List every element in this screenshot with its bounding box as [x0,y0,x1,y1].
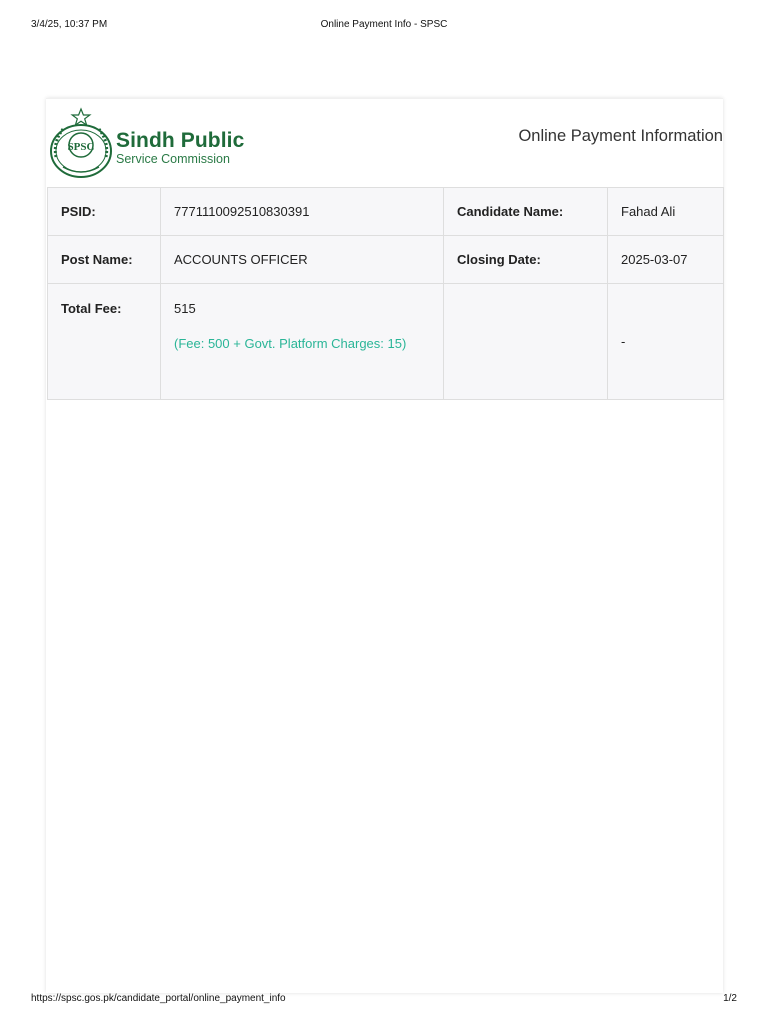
page-number: 1/2 [723,993,737,1004]
payment-info-table [47,187,724,400]
table-row [48,236,724,284]
print-datetime: 3/4/25, 10:37 PM [31,19,108,30]
brand-name: Sindh Public [116,129,245,152]
brand-block [116,131,244,167]
svg-text:SPSC: SPSC [67,141,95,153]
page-title: Online Payment Information [518,127,723,145]
empty-cell [444,284,608,400]
table-row [48,284,724,400]
post-name-value: ACCOUNTS OFFICER [161,236,444,284]
print-url: https://spsc.gos.pk/candidate_portal/online_payment_info [31,993,286,1004]
brand-subtitle: Service Commission [116,152,230,166]
print-document-title: Online Payment Info - SPSC [320,19,448,30]
fee-breakdown: (Fee: 500 + Govt. Platform Charges: 15) [174,336,407,351]
spsc-logo [47,107,115,179]
candidate-name-value: Fahad Ali [608,188,724,236]
payment-info-card [46,98,723,993]
post-name-label: Post Name: [48,236,161,284]
print-header [31,19,737,33]
table-row [48,188,724,236]
total-fee-cell [161,284,444,400]
psid-value: 7771110092510830391 [161,188,444,236]
closing-date-label: Closing Date: [444,236,608,284]
total-fee-value: 515 [174,301,196,316]
closing-date-value: 2025-03-07 [608,236,724,284]
candidate-name-label: Candidate Name: [444,188,608,236]
total-fee-label: Total Fee: [48,284,161,400]
extra-value: - [608,284,724,400]
psid-label: PSID: [48,188,161,236]
card-header [46,99,723,187]
spsc-emblem-icon [47,107,115,179]
print-footer [31,993,737,1007]
